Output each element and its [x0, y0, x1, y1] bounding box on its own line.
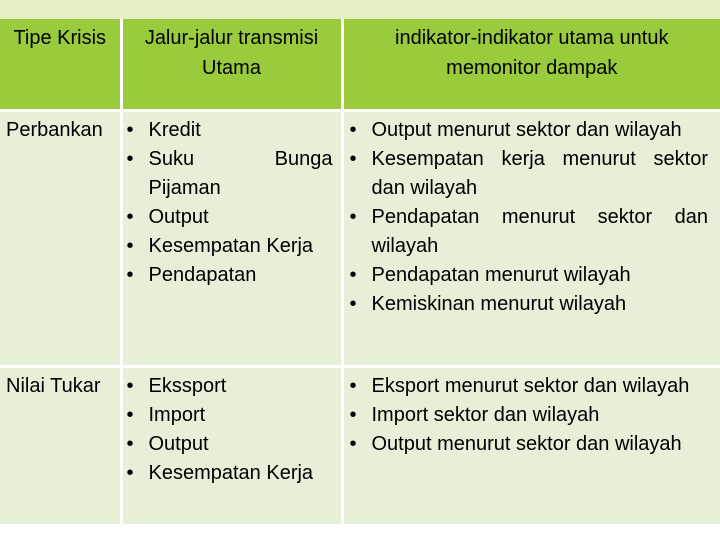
- indicators-list: [348, 372, 709, 459]
- list-item: • Output menurut sektor dan wilayah: [348, 430, 709, 459]
- table-row: [0, 367, 720, 525]
- crisis-transmission-table: [0, 19, 720, 524]
- list-item: • Eksport menurut sektor dan wilayah: [348, 372, 709, 401]
- list-item: • Import sektor dan wilayah: [348, 401, 709, 430]
- list-item: • Pendapatan menurut wilayah: [348, 261, 709, 290]
- channels-cell: [121, 111, 342, 367]
- list-item: • Import: [125, 401, 333, 430]
- table-row: [0, 111, 720, 367]
- list-item: • Pendapatan menurut sektor dan wilayah: [348, 203, 709, 261]
- crisis-type-cell: Nilai Tukar: [0, 367, 121, 525]
- list-item: • Kesempatan kerja menurut sektor dan wilayah: [348, 145, 709, 203]
- list-item: • Output: [125, 430, 333, 459]
- list-item: • Pendapatan: [125, 261, 333, 290]
- list-item: • Output menurut sektor dan wilayah: [348, 116, 709, 145]
- header-transmission-channels: Jalur-jalur transmisi Utama: [121, 19, 342, 111]
- list-item: • Output: [125, 203, 333, 232]
- list-item: • Kemiskinan menurut wilayah: [348, 290, 709, 319]
- list-item: • Kesempatan Kerja: [125, 459, 333, 488]
- indicators-cell: [342, 111, 720, 367]
- channels-list: [125, 116, 333, 290]
- list-item: • Suku Bunga Pijaman: [125, 145, 333, 203]
- header-crisis-type: Tipe Krisis: [0, 19, 121, 111]
- channels-cell: [121, 367, 342, 525]
- indicators-list: [348, 116, 709, 319]
- header-row: [0, 19, 720, 111]
- list-item: • Kredit: [125, 116, 333, 145]
- top-accent-bar: [0, 0, 720, 19]
- indicators-cell: [342, 367, 720, 525]
- channels-list: [125, 372, 333, 488]
- header-monitoring-indicators: indikator-indikator utama untuk memonitor dampak: [342, 19, 720, 111]
- crisis-type-cell: Perbankan: [0, 111, 121, 367]
- list-item: • Ekssport: [125, 372, 333, 401]
- list-item: • Kesempatan Kerja: [125, 232, 333, 261]
